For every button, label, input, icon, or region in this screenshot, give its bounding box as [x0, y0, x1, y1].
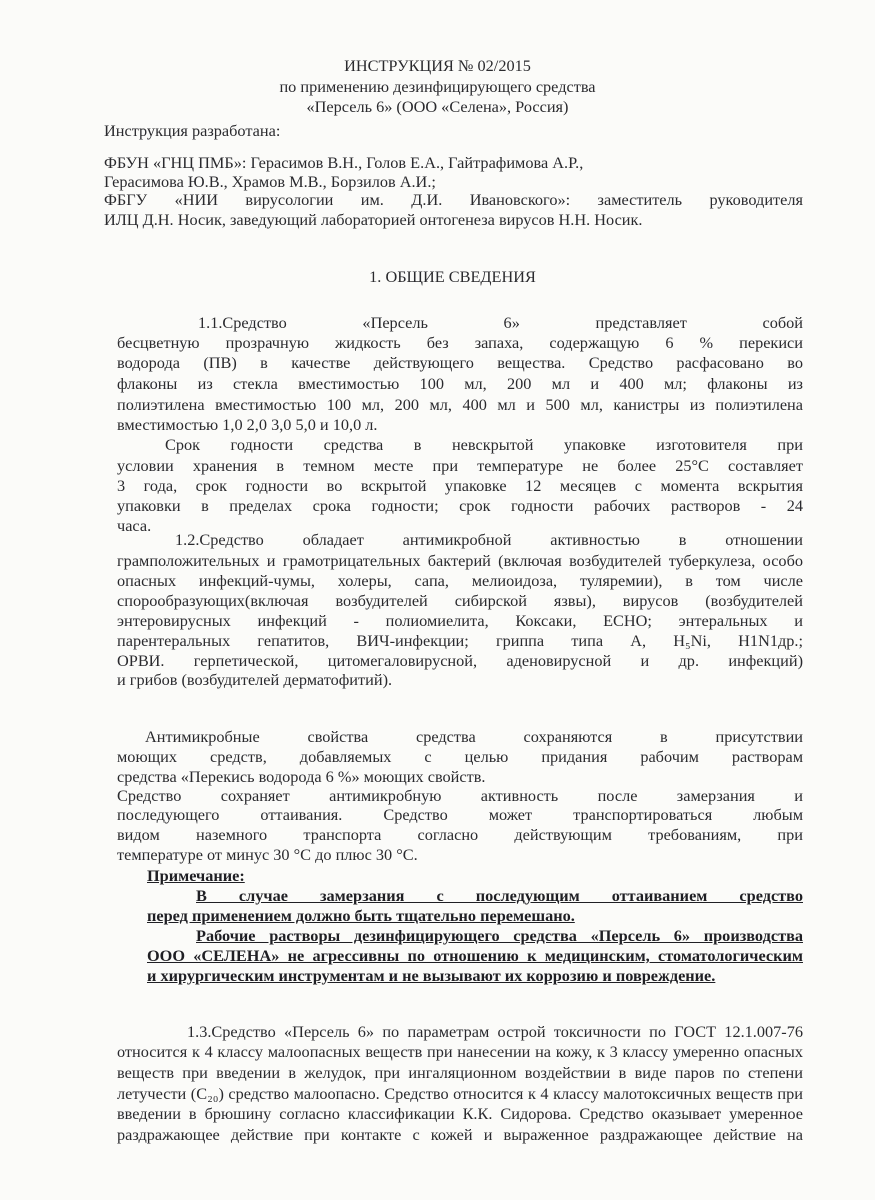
paragraph-line: грамположительных и грамотрицательных бактерий (включая возбудителей туберкулеза, особо	[117, 551, 803, 570]
paragraph-line: часа.	[117, 516, 152, 535]
paragraph-line: флаконы из стекла вместимостью 100 мл, 200 мл и 400 мл; флаконы из	[117, 374, 803, 393]
paragraph-line: температуре от минус 30 °С до плюс 30 °С.	[117, 845, 418, 864]
note-label: Примечание:	[147, 866, 245, 885]
paragraph-line: введении в брюшину согласно классификации К.К. Сидорова. Средство оказывает умеренное	[117, 1104, 803, 1123]
paragraph-line: летучести (С₂₀) средство малоопасно. Средство относится к 4 классу малотоксичных веществ при	[117, 1084, 803, 1103]
paragraph-line: полиэтилена вместимостью 100 мл, 200 мл, 400 мл и 500 мл, канистры из полиэтилена	[117, 395, 803, 414]
authors-line: ФБУН «ГНЦ ПМБ»: Герасимов В.Н., Голов Е.А., Гайтрафимова А.Р.,	[104, 153, 584, 172]
paragraph-line: веществ при введении в желудок, при ингаляционном воздействии в виде паров по степени	[117, 1063, 803, 1082]
document-subtitle: «Персель 6» (ООО «Селена», Россия)	[306, 97, 569, 116]
paragraph-line: средства «Перекись водорода 6 %» моющих свойств.	[117, 767, 486, 786]
paragraph-line: условии хранения в темном месте при температуре не более 25°С составляет	[117, 456, 803, 475]
note-line: и хирургическим инструментам и не вызывают их коррозию и повреждение.	[147, 966, 716, 985]
paragraph-line: 1.1.Средство «Персель 6» представляет собой	[198, 313, 803, 332]
paragraph-line: Антимикробные свойства средства сохраняются в присутствии	[145, 727, 803, 746]
paragraph-line: Срок годности средства в невскрытой упаковке изготовителя при	[165, 435, 803, 454]
paragraph-line: относится к 4 классу малоопасных веществ при нанесении на кожу, к 3 классу умеренно опасных	[117, 1042, 803, 1061]
note-line: перед применением должно быть тщательно перемешано.	[147, 906, 575, 925]
paragraph-line: Средство сохраняет антимикробную активность после замерзания и	[117, 786, 803, 805]
section-heading: 1. ОБЩИЕ СВЕДЕНИЯ	[369, 267, 536, 286]
note-line: ООО «СЕЛЕНА» не агрессивны по отношению к медицинским, стоматологическим	[147, 946, 803, 965]
paragraph-line: ОРВИ. герпетической, цитомегаловирусной, аденовирусной и др. инфекций)	[117, 651, 803, 670]
paragraph-line: 1.3.Средство «Персель 6» по параметрам острой токсичности по ГОСТ 12.1.007-76	[187, 1022, 803, 1041]
authors-line: Герасимова Ю.В., Храмов М.В., Борзилов А.И.;	[104, 172, 436, 191]
paragraph-line: раздражающее действие при контакте с кожей и выраженное раздражающее действие на	[117, 1125, 803, 1144]
paragraph-line: упаковки в пределах срока годности; срок годности рабочих растворов - 24	[117, 496, 803, 515]
paragraph-line: опасных инфекций-чумы, холеры, сапа, мелиоидоза, туляремии), в том числе	[117, 571, 803, 590]
paragraph-line: парентеральных гепатитов, ВИЧ-инфекции; гриппа типа А, H₅Ni, H1N1др.;	[117, 631, 803, 650]
paragraph-line: водорода (ПВ) в качестве действующего вещества. Средство расфасовано во	[117, 353, 803, 372]
paragraph-line: видом наземного транспорта согласно действующим требованиям, при	[117, 825, 803, 844]
paragraph-line: вместимостью 1,0 2,0 3,0 5,0 и 10,0 л.	[117, 415, 378, 434]
paragraph-line: бесцветную прозрачную жидкость без запаха, содержащую 6 % перекиси	[117, 333, 803, 352]
document-title: ИНСТРУКЦИЯ № 02/2015	[344, 56, 531, 75]
authors-line: ИЛЦ Д.Н. Носик, заведующий лабораторией онтогенеза вирусов Н.Н. Носик.	[104, 210, 643, 229]
paragraph-line: спорообразующих(включая возбудителей сибирской язвы), вирусов (возбудителей	[117, 591, 803, 610]
paragraph-line: 3 года, срок годности во вскрытой упаковке 12 месяцев с момента вскрытия	[117, 476, 803, 495]
paragraph-line: 1.2.Средство обладает антимикробной активностью в отношении	[175, 530, 803, 549]
paragraph-line: моющих средств, добавляемых с целью придания рабочим растворам	[117, 747, 803, 766]
note-line: В случае замерзания с последующим оттаиванием средство	[196, 886, 803, 905]
authors-intro: Инструкция разработана:	[104, 121, 281, 140]
document-subtitle: по применению дезинфицирующего средства	[279, 77, 596, 96]
paragraph-line: и грибов (возбудителей дерматофитий).	[117, 670, 393, 689]
paragraph-line: энтеровирусных инфекций - полиомиелита, Коксаки, ЕСНО; энтеральных и	[117, 611, 803, 630]
note-line: Рабочие растворы дезинфицирующего средства «Персель 6» производства	[196, 926, 803, 945]
authors-line: ФБГУ «НИИ вирусологии им. Д.И. Ивановского»: заместитель руководителя	[104, 190, 803, 209]
paragraph-line: последующего оттаивания. Средство может транспортироваться любым	[117, 805, 803, 824]
